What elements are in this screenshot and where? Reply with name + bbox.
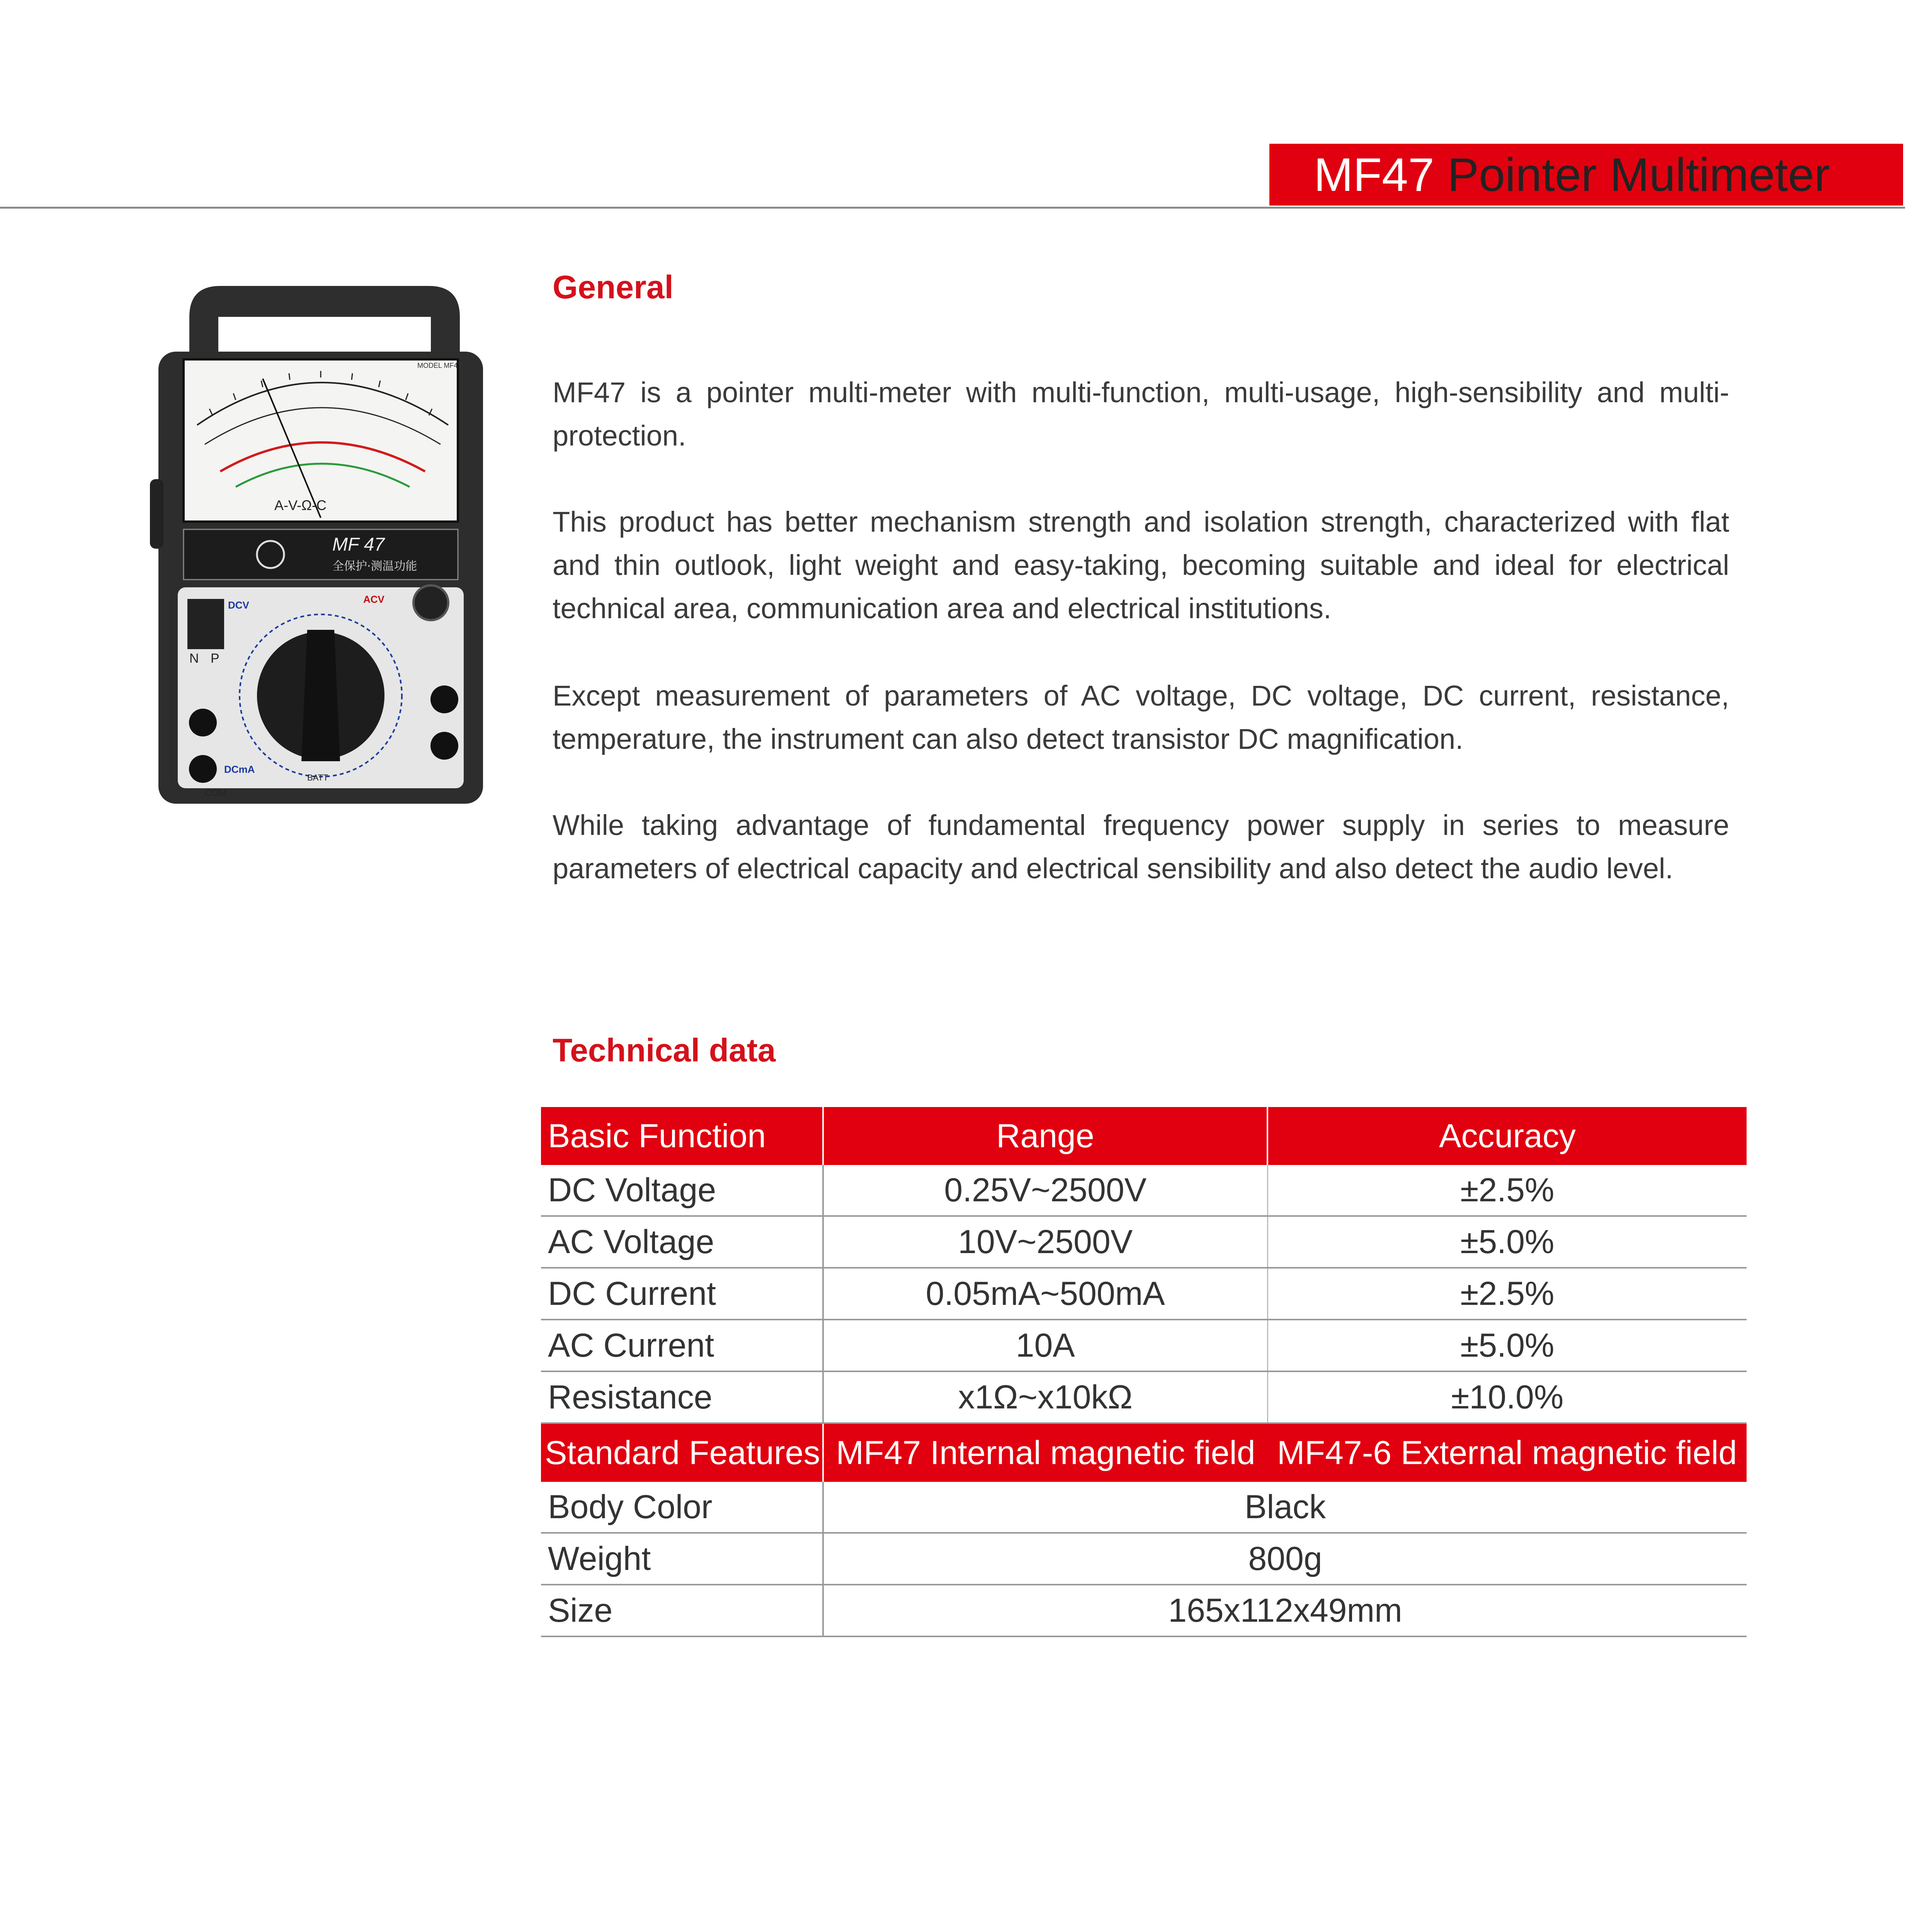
header-divider [0,207,1905,209]
features-header-internal: MF47 Internal magnetic field [823,1423,1267,1482]
handle [189,286,460,355]
table-row: DC Voltage 0.25V~2500V ±2.5% [541,1165,1747,1216]
paragraph-1: MF47 is a pointer multi-meter with multi-function, multi-usage, high-sensibility and multi-protection. [553,376,1729,452]
section-technical: Technical data [553,1032,776,1068]
table-header-row [541,1107,1747,1165]
features-header-row [541,1423,1747,1482]
table-row: AC Voltage 10V~2500V ±5.0% [541,1216,1747,1268]
brand-text: MF 47 [332,534,385,555]
table-row: Weight 800g [541,1533,1747,1585]
title-model: MF47 [1314,148,1434,201]
paragraph-3: Except measurement of parameters of AC voltage, DC voltage, DC current, resistance, temperature, the instrument can also detect transistor DC magnification. [553,680,1729,755]
header-range: Range [823,1107,1267,1165]
table-row: DC Current 0.05mA~500mA ±2.5% [541,1268,1747,1320]
spec-table [541,1107,1747,1637]
table-row: Body Color Black [541,1482,1747,1533]
svg-text:DCmA: DCmA [224,764,255,775]
table-row: Resistance x1Ω~x10kΩ ±10.0% [541,1371,1747,1423]
features-header-label: Standard Features [541,1423,823,1482]
dial-function-text: A-V-Ω-C [274,497,327,513]
paragraph-4: While taking advantage of fundamental frequency power supply in series to measure parameters of electrical capacity and electrical sensibility and also detect the audio level. [553,809,1729,884]
paragraph-2: This product has better mechanism strength and isolation strength, characterized with flat and thin outlook, light weight and easy-taking, becoming suitable and ideal for electrical technical area, communication area and electrical institutions. [553,506,1729,624]
svg-text:P: P [211,651,219,666]
model-label: MODEL MF47 [417,362,462,369]
table-row: AC Current 10A ±5.0% [541,1320,1747,1371]
multimeter-image [147,263,495,808]
page-title [1269,144,1903,206]
svg-text:ACV: ACV [363,594,384,605]
svg-text:N: N [189,651,199,666]
features-header-external: MF47-6 External magnetic field [1267,1423,1747,1482]
header-accuracy: Accuracy [1267,1107,1747,1165]
svg-text:BATT: BATT [307,773,328,782]
header-function: Basic Function [541,1107,823,1165]
svg-text:COM: COM [205,788,226,798]
tagline-text: 全保护·测温功能 [332,560,417,573]
transistor-socket [187,599,224,649]
svg-text:DCV: DCV [228,599,249,611]
ohm-adjust-knob [413,585,448,620]
title-rest: Pointer Multimeter [1447,148,1830,201]
section-general: General [553,269,674,305]
table-row: Size 165x112x49mm [541,1585,1747,1636]
